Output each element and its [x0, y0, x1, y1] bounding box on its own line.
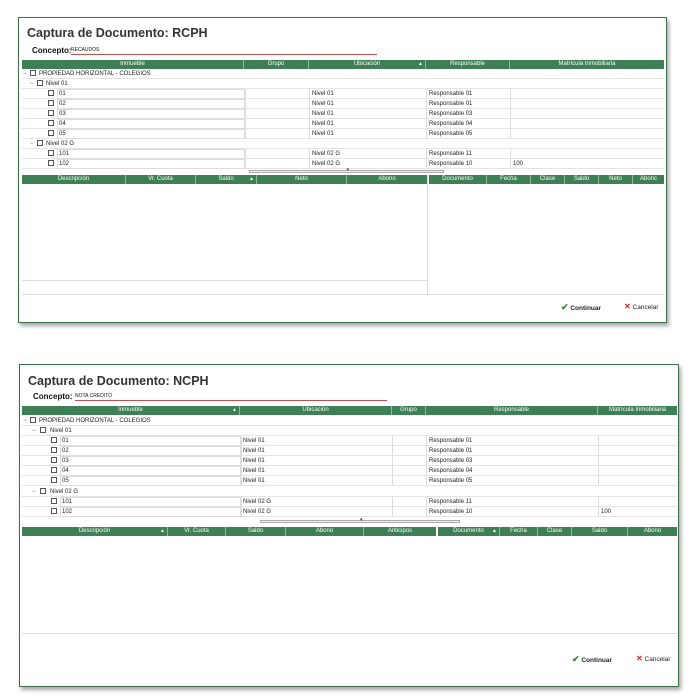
- tree-group-row[interactable]: [22, 426, 677, 436]
- concept-field[interactable]: NOTA CREDITO: [75, 393, 387, 401]
- tree-root-label: PROPIEDAD HORIZONTAL - COLEGIOS: [39, 71, 151, 77]
- item-id: 04: [60, 466, 242, 476]
- col-fecha[interactable]: Fecha: [500, 527, 538, 536]
- item-responsable: Responsable 01: [426, 436, 598, 445]
- group-label: Nivel 01: [46, 81, 68, 87]
- item-matricula: [510, 129, 664, 138]
- tree-item-row[interactable]: [22, 159, 664, 169]
- item-location: Nivel 01: [240, 446, 392, 455]
- checkbox-icon[interactable]: [51, 457, 57, 463]
- detail-grid-header: [22, 527, 436, 536]
- checkbox-icon[interactable]: [30, 70, 36, 76]
- col-documento[interactable]: Documento ▲: [438, 527, 500, 536]
- item-id: 03: [60, 456, 242, 466]
- item-grupo: [244, 159, 309, 168]
- tree-item-row[interactable]: [22, 456, 677, 466]
- item-location: Nivel 01: [240, 466, 392, 475]
- panel-title: Captura de Documento: RCPH: [27, 26, 208, 40]
- checkbox-icon[interactable]: [51, 437, 57, 443]
- tree-root-label: PROPIEDAD HORIZONTAL - COLEGIOS: [39, 418, 151, 424]
- group-label: Nivel 01: [50, 428, 72, 434]
- tree-item-row[interactable]: [22, 149, 664, 159]
- item-responsable: Responsable 03: [426, 109, 510, 118]
- col-documento[interactable]: Documento: [429, 175, 487, 184]
- tree-item-row[interactable]: [22, 129, 664, 139]
- sort-icon[interactable]: ▲: [418, 61, 423, 67]
- close-icon: ✕: [636, 654, 643, 663]
- tree-root-row[interactable]: [22, 69, 664, 79]
- item-location: Nivel 01: [309, 99, 426, 108]
- col-inmueble[interactable]: Inmueble: [22, 60, 244, 69]
- item-responsable: Responsable 04: [426, 466, 598, 475]
- tree-header: [22, 60, 664, 69]
- item-id: 05: [60, 476, 242, 486]
- item-grupo: [392, 456, 426, 465]
- col-abono[interactable]: Abono: [643, 528, 662, 534]
- col-vr-cuota[interactable]: Vr. Cuota: [126, 175, 196, 184]
- checkmark-icon: ✔: [561, 302, 569, 312]
- grid-divider: [427, 175, 428, 295]
- panel-title: Captura de Documento: NCPH: [28, 374, 209, 388]
- checkbox-icon[interactable]: [48, 130, 54, 136]
- continue-button[interactable]: ✔ Continuar: [561, 302, 602, 312]
- col-ubicacion[interactable]: Ubicación ▲: [309, 60, 426, 69]
- col-responsable[interactable]: Responsable: [426, 406, 598, 415]
- col-neto[interactable]: Neto: [599, 175, 633, 184]
- col-saldo[interactable]: Saldo: [565, 175, 599, 184]
- checkbox-icon[interactable]: [51, 477, 57, 483]
- splitter-handle[interactable]: ▾: [249, 170, 444, 173]
- col-responsable[interactable]: Responsable: [426, 60, 510, 69]
- tree-item-row[interactable]: [22, 436, 677, 446]
- item-id: 03: [57, 109, 246, 119]
- tree-root-row[interactable]: [22, 416, 677, 426]
- checkbox-icon[interactable]: [48, 90, 54, 96]
- item-responsable: Responsable 01: [426, 89, 510, 98]
- checkbox-icon[interactable]: [48, 100, 54, 106]
- item-matricula: [598, 497, 677, 506]
- item-id: 01: [60, 436, 242, 446]
- item-location: Nivel 01: [240, 456, 392, 465]
- item-grupo: [392, 497, 426, 506]
- checkbox-icon[interactable]: [48, 110, 54, 116]
- col-neto[interactable]: Neto: [257, 175, 347, 184]
- col-descripcion[interactable]: Descripción ▲: [22, 527, 168, 536]
- col-fecha[interactable]: Fecha: [487, 175, 531, 184]
- group-label: Nivel 02 G: [50, 489, 79, 495]
- splitter-handle[interactable]: ▾: [260, 520, 460, 523]
- item-matricula: [598, 476, 677, 485]
- checkbox-icon[interactable]: [51, 467, 57, 473]
- close-icon: ✕: [624, 302, 631, 311]
- checkbox-icon[interactable]: [51, 508, 57, 514]
- col-clase[interactable]: Clase: [531, 175, 565, 184]
- item-id: 02: [57, 99, 246, 109]
- item-id: 01: [57, 89, 246, 99]
- checkbox-icon[interactable]: [37, 80, 43, 86]
- tree-item-row[interactable]: [22, 109, 664, 119]
- tree-item-row[interactable]: [22, 119, 664, 129]
- item-location: Nivel 01: [240, 436, 392, 445]
- col-matricula[interactable]: Matrícula Inmobiliaria: [558, 61, 616, 67]
- grid-footer-line: [22, 294, 664, 295]
- item-location: Nivel 02 G: [309, 159, 426, 168]
- checkbox-icon[interactable]: [40, 427, 46, 433]
- continue-button[interactable]: ✔ Continuar: [572, 654, 613, 664]
- checkbox-icon[interactable]: [37, 140, 43, 146]
- detail-grid-header: [22, 175, 427, 184]
- item-responsable: Responsable 01: [426, 99, 510, 108]
- item-matricula: [598, 456, 677, 465]
- tree-item-row[interactable]: [22, 476, 677, 486]
- item-matricula: [598, 446, 677, 455]
- item-matricula: [510, 109, 664, 118]
- item-id: 102: [60, 507, 242, 517]
- checkbox-icon[interactable]: [48, 160, 54, 166]
- minus-icon[interactable]: −: [32, 428, 36, 434]
- item-grupo: [244, 89, 309, 98]
- item-matricula: 100: [598, 507, 677, 516]
- item-location: Nivel 02 G: [240, 497, 392, 506]
- item-responsable: Responsable 10: [426, 507, 598, 516]
- item-grupo: [392, 466, 426, 475]
- item-grupo: [392, 476, 426, 485]
- item-grupo: [244, 129, 309, 138]
- sort-icon[interactable]: ▲: [160, 528, 165, 534]
- group-label: Nivel 02 G: [46, 141, 75, 147]
- item-location: Nivel 01: [309, 89, 426, 98]
- sort-icon[interactable]: ▲: [492, 528, 497, 534]
- item-responsable: Responsable 05: [426, 129, 510, 138]
- item-matricula: [510, 89, 664, 98]
- tree-group-row[interactable]: [22, 487, 677, 497]
- col-descripcion[interactable]: Descripción: [22, 175, 126, 184]
- col-inmueble[interactable]: Inmueble ▲: [22, 406, 240, 415]
- tree-item-row[interactable]: [22, 446, 677, 456]
- tree-item-row[interactable]: [22, 466, 677, 476]
- documents-grid-header: [438, 527, 677, 536]
- checkbox-icon[interactable]: [51, 447, 57, 453]
- item-grupo: [244, 109, 309, 118]
- col-saldo[interactable]: Saldo ▲: [196, 175, 257, 184]
- concept-label: Concepto:: [33, 392, 73, 401]
- concept-field[interactable]: RECAUDOS: [71, 47, 377, 55]
- tree-item-row[interactable]: [22, 89, 664, 99]
- checkbox-icon[interactable]: [48, 150, 54, 156]
- checkmark-icon: ✔: [572, 654, 580, 664]
- tree-header: [22, 406, 677, 415]
- item-grupo: [392, 507, 426, 516]
- tree-group-row[interactable]: [22, 139, 664, 149]
- col-grupo[interactable]: Grupo: [392, 406, 426, 415]
- checkbox-icon[interactable]: [40, 488, 46, 494]
- minus-icon[interactable]: −: [30, 141, 34, 147]
- grid-footer-line: [22, 280, 427, 281]
- tree-item-row[interactable]: [22, 507, 677, 517]
- col-saldo[interactable]: Saldo: [572, 527, 628, 536]
- document-capture-panel-rcph: [18, 17, 667, 323]
- item-responsable: Responsable 11: [426, 497, 598, 506]
- item-grupo: [392, 436, 426, 445]
- item-id: 101: [60, 497, 242, 507]
- tree-item-row[interactable]: [22, 497, 677, 507]
- item-matricula: [598, 436, 677, 445]
- checkbox-icon[interactable]: [30, 417, 36, 423]
- documents-grid-header: [429, 175, 664, 184]
- item-location: Nivel 02 G: [240, 507, 392, 516]
- concept-label: Concepto:: [32, 46, 72, 55]
- minus-icon[interactable]: −: [23, 418, 27, 424]
- minus-icon[interactable]: −: [30, 81, 34, 87]
- col-clase[interactable]: Clase: [538, 527, 572, 536]
- tree-group-row[interactable]: [22, 79, 664, 89]
- item-location: Nivel 01: [309, 129, 426, 138]
- col-vr-cuota[interactable]: Vr. Cuota: [168, 527, 226, 536]
- minus-icon[interactable]: −: [23, 71, 27, 77]
- item-responsable: Responsable 11: [426, 149, 510, 158]
- col-saldo[interactable]: Saldo: [226, 527, 286, 536]
- item-responsable: Responsable 01: [426, 446, 598, 455]
- item-matricula: [598, 466, 677, 475]
- minus-icon[interactable]: −: [32, 489, 36, 495]
- sort-icon[interactable]: ▲: [232, 407, 237, 413]
- item-location: Nivel 01: [309, 109, 426, 118]
- item-matricula: 100: [510, 159, 664, 168]
- item-id: 05: [57, 129, 246, 139]
- col-grupo[interactable]: Grupo: [244, 60, 309, 69]
- item-id: 101: [57, 149, 246, 159]
- tree-item-row[interactable]: [22, 99, 664, 109]
- item-matricula: [510, 119, 664, 128]
- item-id: 102: [57, 159, 246, 169]
- item-location: Nivel 01: [309, 119, 426, 128]
- checkbox-icon[interactable]: [48, 120, 54, 126]
- item-responsable: Responsable 10: [426, 159, 510, 168]
- checkbox-icon[interactable]: [51, 498, 57, 504]
- item-grupo: [244, 149, 309, 158]
- item-matricula: [510, 99, 664, 108]
- col-abono[interactable]: Abonc: [639, 176, 657, 182]
- item-location: Nivel 02 G: [309, 149, 426, 158]
- item-id: 02: [60, 446, 242, 456]
- item-grupo: [244, 119, 309, 128]
- item-grupo: [244, 99, 309, 108]
- item-grupo: [392, 446, 426, 455]
- item-id: 04: [57, 119, 246, 129]
- item-responsable: Responsable 03: [426, 456, 598, 465]
- item-location: Nivel 01: [240, 476, 392, 485]
- col-abono[interactable]: Abono: [286, 527, 364, 536]
- col-anticipos[interactable]: Anticipos: [387, 528, 413, 534]
- sort-icon[interactable]: ▲: [249, 176, 254, 182]
- col-abono[interactable]: Abono: [378, 176, 396, 182]
- col-ubicacion[interactable]: Ubicación: [240, 406, 392, 415]
- grid-footer-line: [22, 633, 677, 634]
- col-matricula[interactable]: Matrícula Inmobiliaria: [608, 407, 667, 413]
- item-responsable: Responsable 04: [426, 119, 510, 128]
- item-responsable: Responsable 05: [426, 476, 598, 485]
- document-capture-panel-ncph: [19, 364, 679, 687]
- cancel-button[interactable]: ✕ Cancelar: [624, 302, 659, 311]
- cancel-button[interactable]: ✕ Cancelar: [636, 654, 671, 663]
- item-matricula: [510, 149, 664, 158]
